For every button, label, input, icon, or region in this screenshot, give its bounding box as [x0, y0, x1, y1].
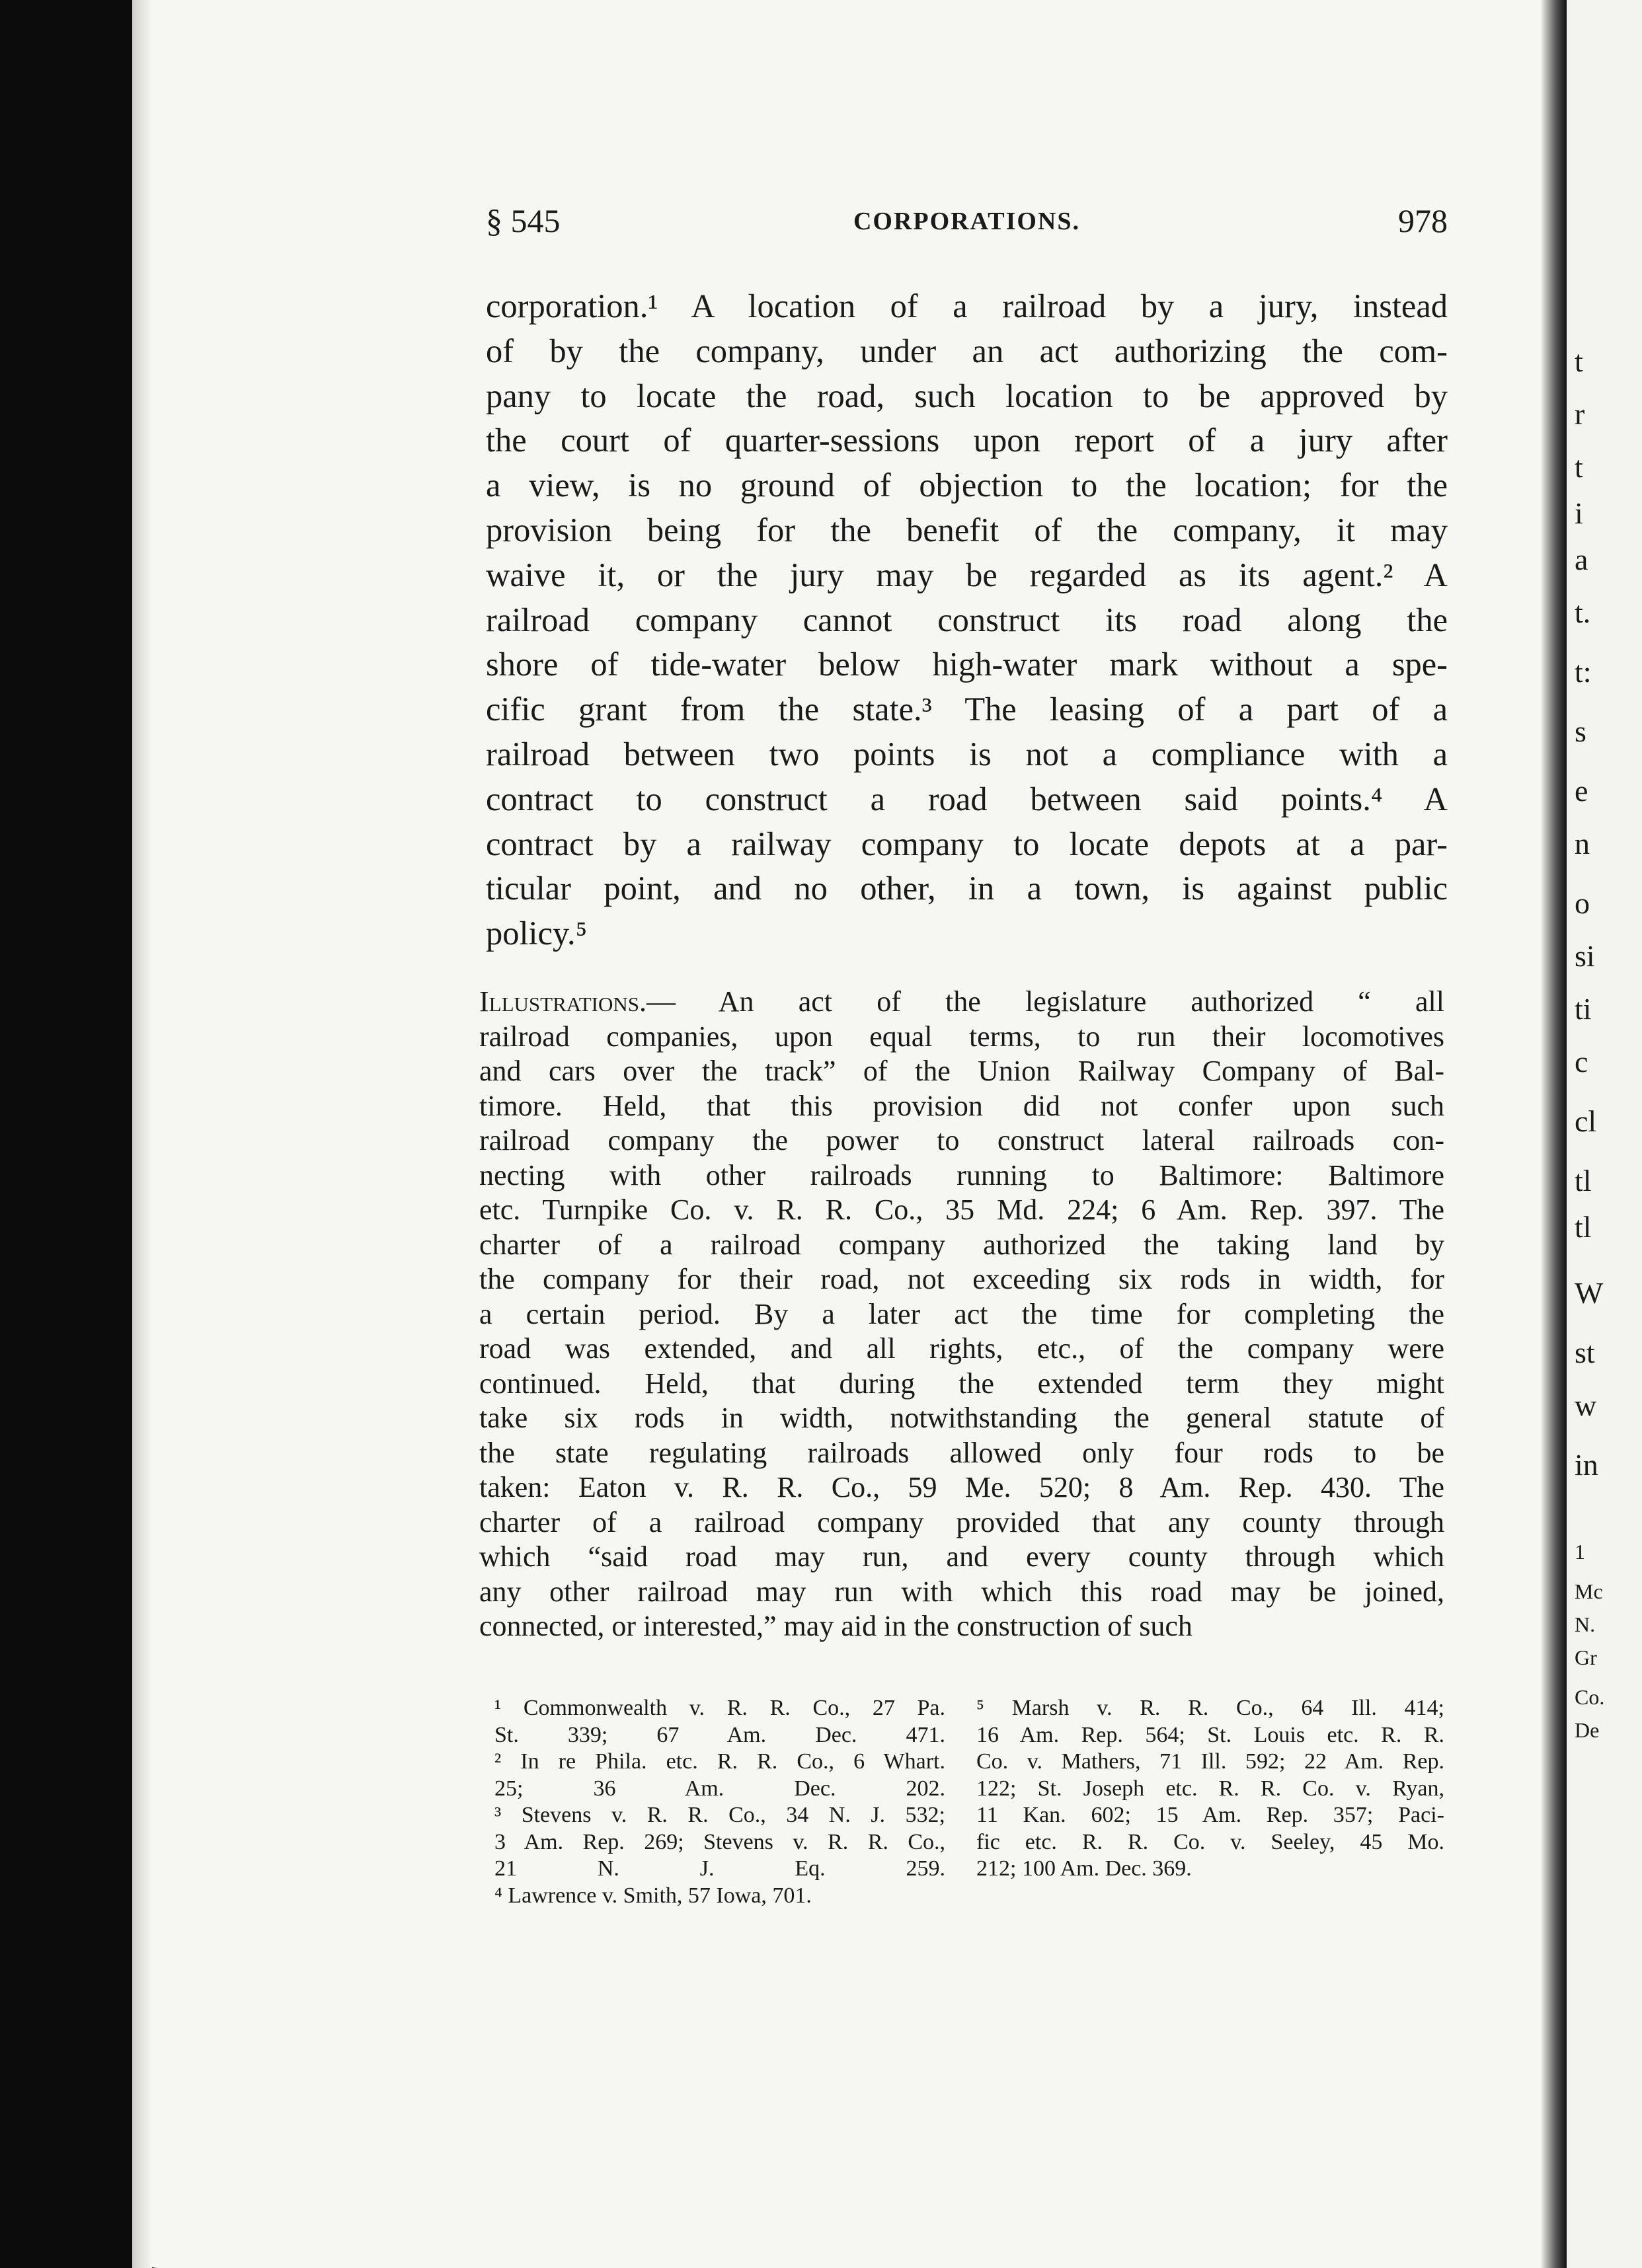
- body-line: cific grant from the state.³ The leasing of a part of a: [486, 691, 1448, 728]
- footnote-line: Co. v. Mathers, 71 Ill. 592; 22 Am. Rep.: [976, 1749, 1444, 1774]
- adjacent-page-fragment: st: [1575, 1336, 1595, 1369]
- illustration-line: charter of a railroad company provided that any county through: [479, 1505, 1444, 1538]
- adjacent-page-fragment: Mc: [1575, 1579, 1603, 1603]
- page-gutter-shadow: [132, 0, 152, 2268]
- adjacent-page-fragment: Co.: [1575, 1685, 1605, 1709]
- body-line: pany to locate the road, such location to be approved by: [486, 377, 1448, 414]
- section-number: § 545: [486, 202, 561, 239]
- illustration-text: — An act of the legislature authorized “ all: [646, 985, 1444, 1018]
- illustration-line: connected, or interested,” may aid in the construction of such: [479, 1610, 1192, 1642]
- illustration-line: road was extended, and all rights, etc., of the company were: [479, 1332, 1444, 1365]
- illustration-line: timore. Held, that this provision did not confer upon such: [479, 1089, 1444, 1122]
- running-header: [486, 202, 1448, 254]
- page-edge-shadow: [1540, 0, 1567, 2268]
- footnote-line: 3 Am. Rep. 269; Stevens v. R. R. Co.,: [494, 1829, 945, 1854]
- footnotes-right-column: [976, 1695, 1444, 1883]
- illustration-line: [479, 985, 1444, 1020]
- footnote-line: 122; St. Joseph etc. R. R. Co. v. Ryan,: [976, 1776, 1444, 1801]
- footnotes-left-column: [494, 1695, 945, 1909]
- adjacent-page-fragment: n: [1575, 827, 1590, 860]
- body-line: contract by a railway company to locate depots at a par-: [486, 825, 1448, 862]
- body-line: ticular point, and no other, in a town, is against public: [486, 870, 1448, 907]
- adjacent-page-fragment: tl: [1575, 1210, 1592, 1244]
- main-paragraph: [486, 284, 1448, 956]
- footnote-line: ² In re Phila. etc. R. R. Co., 6 Whart.: [494, 1749, 945, 1774]
- illustration-line: any other railroad may run with which this road may be joined,: [479, 1575, 1444, 1608]
- running-title: CORPORATIONS.: [853, 208, 1081, 235]
- footnote-line: 21 N. J. Eq. 259.: [494, 1856, 945, 1881]
- adjacent-page-edge: [1567, 0, 1642, 2268]
- illustrations-paragraph: [479, 985, 1444, 1644]
- footnote-line: ⁵ Marsh v. R. R. Co., 64 Ill. 414;: [976, 1696, 1444, 1720]
- illustrations-heading: Illustrations.: [479, 985, 646, 1018]
- footnote-line: 11 Kan. 602; 15 Am. Rep. 357; Paci-: [976, 1803, 1444, 1827]
- illustration-line: taken: Eaton v. R. R. Co., 59 Me. 520; 8 Am. Rep. 430. The: [479, 1471, 1444, 1503]
- adjacent-page-fragment: De: [1575, 1718, 1600, 1742]
- body-line: corporation.¹ A location of a railroad by a jury, instead: [486, 287, 1448, 324]
- adjacent-page-fragment: cl: [1575, 1104, 1597, 1138]
- adjacent-page-fragment: a: [1575, 543, 1588, 576]
- illustration-line: the company for their road, not exceeding six rods in width, for: [479, 1263, 1444, 1295]
- adjacent-page-fragment: ti: [1575, 992, 1592, 1026]
- adjacent-page-fragment: e: [1575, 774, 1588, 808]
- adjacent-page-fragment: r: [1575, 397, 1585, 431]
- illustration-line: necting with other railroads running to Baltimore: Baltimore: [479, 1158, 1444, 1191]
- footnote-line: 16 Am. Rep. 564; St. Louis etc. R. R.: [976, 1722, 1444, 1747]
- adjacent-page-fragment: w: [1575, 1388, 1597, 1422]
- footnote-line: ⁴ Lawrence v. Smith, 57 Iowa, 701.: [494, 1883, 812, 1908]
- adjacent-page-fragment: si: [1575, 939, 1595, 973]
- illustration-line: which “said road may run, and every county through which: [479, 1540, 1444, 1573]
- body-line: of by the company, under an act authorizing the com-: [486, 332, 1448, 369]
- body-line: railroad between two points is not a compliance with a: [486, 735, 1448, 773]
- adjacent-page-fragment: N.: [1575, 1612, 1596, 1636]
- illustration-line: charter of a railroad company authorized the taking land by: [479, 1228, 1444, 1261]
- footnote-line: fic etc. R. R. Co. v. Seeley, 45 Mo.: [976, 1829, 1444, 1854]
- adjacent-page-fragment: W: [1575, 1276, 1604, 1310]
- footnote-line: ¹ Commonwealth v. R. R. Co., 27 Pa.: [494, 1696, 945, 1720]
- footnote-line: 212; 100 Am. Dec. 369.: [976, 1856, 1192, 1881]
- body-line: a view, is no ground of objection to the location; for the: [486, 467, 1448, 504]
- illustration-line: railroad companies, upon equal terms, to run their locomotives: [479, 1020, 1444, 1053]
- illustration-line: a certain period. By a later act the time for completing the: [479, 1297, 1444, 1330]
- page-number: 978: [1398, 202, 1448, 239]
- adjacent-page-fragment: t:: [1575, 655, 1592, 689]
- body-line: railroad company cannot construct its road along the: [486, 601, 1448, 638]
- body-line: shore of tide-water below high-water mark without a spe-: [486, 646, 1448, 683]
- adjacent-page-fragment: t: [1575, 450, 1583, 484]
- adjacent-page-fragment: o: [1575, 886, 1590, 920]
- body-line: the court of quarter-sessions upon report of a jury after: [486, 422, 1448, 459]
- adjacent-page-fragment: i: [1575, 496, 1583, 530]
- body-line: waive it, or the jury may be regarded as its agent.² A: [486, 556, 1448, 593]
- adjacent-page-fragment: tl: [1575, 1164, 1592, 1197]
- footnote-line: ³ Stevens v. R. R. Co., 34 N. J. 532;: [494, 1803, 945, 1827]
- illustration-line: continued. Held, that during the extended term they might: [479, 1367, 1444, 1400]
- illustration-line: and cars over the track” of the Union Railway Company of Bal-: [479, 1055, 1444, 1087]
- adjacent-page-fragment: t.: [1575, 595, 1591, 629]
- footnote-line: 25; 36 Am. Dec. 202.: [494, 1776, 945, 1801]
- adjacent-page-fragment: t: [1575, 344, 1583, 378]
- adjacent-page-fragment: Gr: [1575, 1645, 1597, 1669]
- illustration-line: etc. Turnpike Co. v. R. R. Co., 35 Md. 224; 6 Am. Rep. 397. The: [479, 1193, 1444, 1226]
- footnote-line: St. 339; 67 Am. Dec. 471.: [494, 1722, 945, 1747]
- illustration-line: the state regulating railroads allowed only four rods to be: [479, 1436, 1444, 1469]
- illustration-line: railroad company the power to construct lateral railroads con-: [479, 1124, 1444, 1156]
- adjacent-page-fragment: in: [1575, 1448, 1598, 1482]
- adjacent-page-fragment: 1: [1575, 1540, 1585, 1564]
- body-line: contract to construct a road between said points.⁴ A: [486, 780, 1448, 817]
- adjacent-page-fragment: c: [1575, 1045, 1588, 1078]
- body-line: policy.⁵: [486, 915, 588, 952]
- adjacent-page-fragment: s: [1575, 714, 1586, 748]
- illustration-line: take six rods in width, notwithstanding the general statute of: [479, 1402, 1444, 1434]
- body-line: provision being for the benefit of the company, it may: [486, 511, 1448, 548]
